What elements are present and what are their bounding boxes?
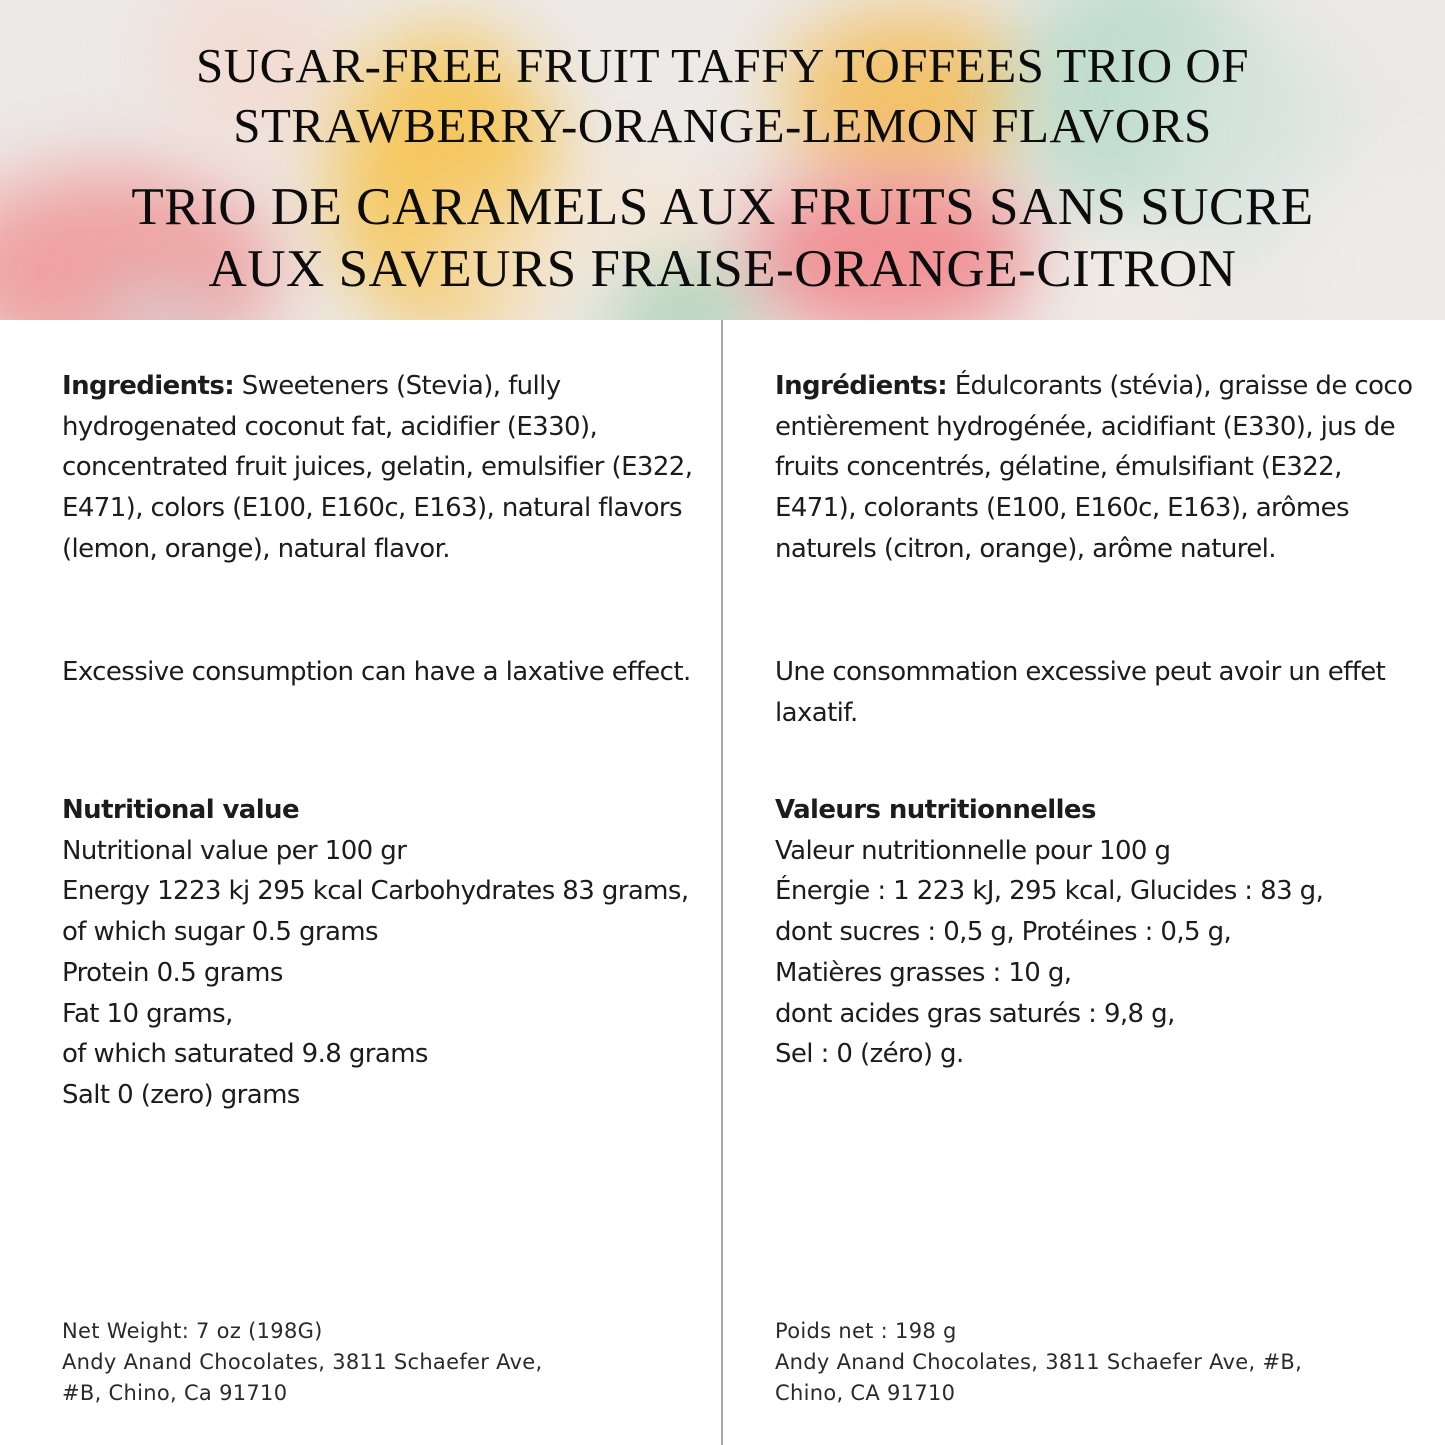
title-english-line2: STRAWBERRY-ORANGE-LEMON FLAVORS [233,98,1212,153]
nutrition-line: of which sugar 0.5 grams [62,917,378,948]
title-french-line2: AUX SAVEURS FRAISE-ORANGE-CITRON [208,240,1237,298]
ingredients-text: Sweeteners (Stevia), fully hydrogenated coconut fat, acidifier (E330), concentrated fruit juices, gelatin, emulsifier (E322, E471), colors (E100, E160c, E163), natural flavors (lemon, orange), natural flavor. [62,371,693,564]
ingredients-text: Édulcorants (stévia), graisse de coco entièrement hydrogénée, acidifiant (E330), jus de fruits concentrés, gélatine, émulsifiant (E322, E471), colorants (E100, E160c, E163), arômes naturels (citron, orange), arôme naturel. [775,371,1413,564]
footer-english [62,1316,702,1409]
nutrition-heading: Valeurs nutritionnelles [775,795,1096,825]
ingredients-french [775,366,1415,570]
nutrition-french [775,790,1415,1075]
manufacturer-address-line2: Chino, CA 91710 [775,1381,956,1405]
laxative-warning: Excessive consumption can have a laxative effect. [62,657,691,687]
nutrition-line: Protein 0.5 grams [62,957,283,988]
manufacturer-address-line2: #B, Chino, Ca 91710 [62,1381,288,1405]
nutrition-heading: Nutritional value [62,795,300,825]
product-titles [0,0,1445,320]
net-weight: Net Weight: 7 oz (198G) [62,1319,323,1343]
title-french-line1: TRIO DE CARAMELS AUX FRUITS SANS SUCRE [131,178,1314,236]
nutrition-line: Matières grasses : 10 g, [775,957,1072,988]
ingredients-english [62,366,702,570]
net-weight: Poids net : 198 g [775,1319,957,1343]
nutrition-line: Énergie : 1 223 kJ, 295 kcal, Glucides : 83 g, [775,876,1324,907]
header-banner [0,0,1445,320]
nutrition-line: dont sucres : 0,5 g, Protéines : 0,5 g, [775,917,1232,948]
french-column [775,366,1415,1070]
footer-french [775,1316,1415,1409]
nutrition-line: Valeur nutritionnelle pour 100 g [775,835,1171,866]
english-column [62,366,702,1110]
nutrition-line: Energy 1223 kj 295 kcal Carbohydrates 83 grams, [62,876,689,907]
title-english [0,36,1445,156]
manufacturer-address-line1: Andy Anand Chocolates, 3811 Schaefer Ave, [62,1350,543,1374]
ingredients-label: Ingrédients: [775,371,948,401]
nutrition-line: Salt 0 (zero) grams [62,1079,300,1110]
ingredients-label: Ingredients: [62,371,235,401]
nutrition-english [62,790,702,1116]
nutrition-line: Sel : 0 (zéro) g. [775,1039,964,1070]
title-french [0,176,1445,300]
nutrition-line: dont acides gras saturés : 9,8 g, [775,998,1175,1029]
manufacturer-address-line1: Andy Anand Chocolates, 3811 Schaefer Ave, #B, [775,1350,1303,1374]
nutrition-line: Fat 10 grams, [62,998,233,1029]
nutrition-line: Nutritional value per 100 gr [62,835,407,866]
column-divider [721,320,723,1445]
laxative-warning: Une consommation excessive peut avoir un effet laxatif. [775,657,1386,728]
nutrition-line: of which saturated 9.8 grams [62,1039,428,1070]
title-english-line1: SUGAR-FREE FRUIT TAFFY TOFFEES TRIO OF [196,38,1249,93]
